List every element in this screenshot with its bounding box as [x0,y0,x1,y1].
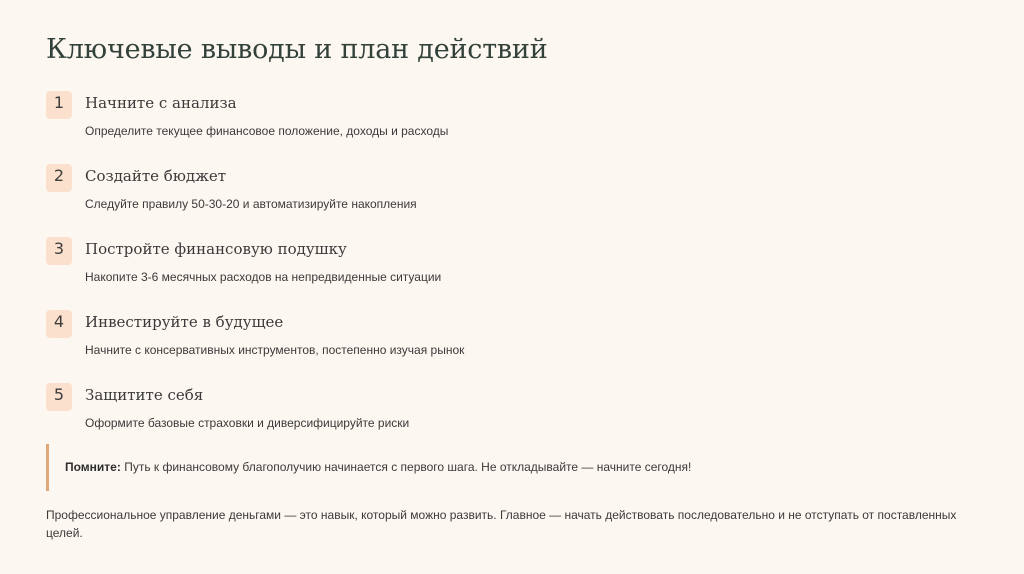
step-title: Постройте финансовую подушку [85,240,347,258]
step-description: Определите текущее финансовое положение, доходы и расходы [85,124,449,138]
step-number-badge: 4 [46,310,72,338]
closing-paragraph: Профессиональное управление деньгами — это навык, который можно развить. Главное — начать действовать последовательно и не отступать от поставленных целей. [46,508,957,540]
step-title: Защитите себя [85,386,204,404]
step-number-badge: 2 [46,164,72,192]
step-description: Оформите базовые страховки и диверсифицируйте риски [85,416,410,430]
step-description: Следуйте правилу 50-30-20 и автоматизируйте накопления [85,197,417,211]
step-number-badge: 5 [46,383,72,411]
reminder-label: Помните: [65,460,121,474]
step-number-badge: 1 [46,91,72,119]
slide-title: Ключевые выводы и план действий [46,34,548,65]
step-description: Накопите 3-6 месячных расходов на непредвиденные ситуации [85,270,442,284]
step-description: Начните с консервативных инструментов, постепенно изучая рынок [85,343,465,357]
step-number-badge: 3 [46,237,72,265]
step-title: Начните с анализа [85,94,237,112]
reminder-callout [46,444,978,491]
step-title: Создайте бюджет [85,167,227,185]
step-title: Инвестируйте в будущее [85,313,284,331]
reminder-text: Путь к финансовому благополучию начинается с первого шага. Не откладывайте — начните сегодня! [120,460,692,474]
